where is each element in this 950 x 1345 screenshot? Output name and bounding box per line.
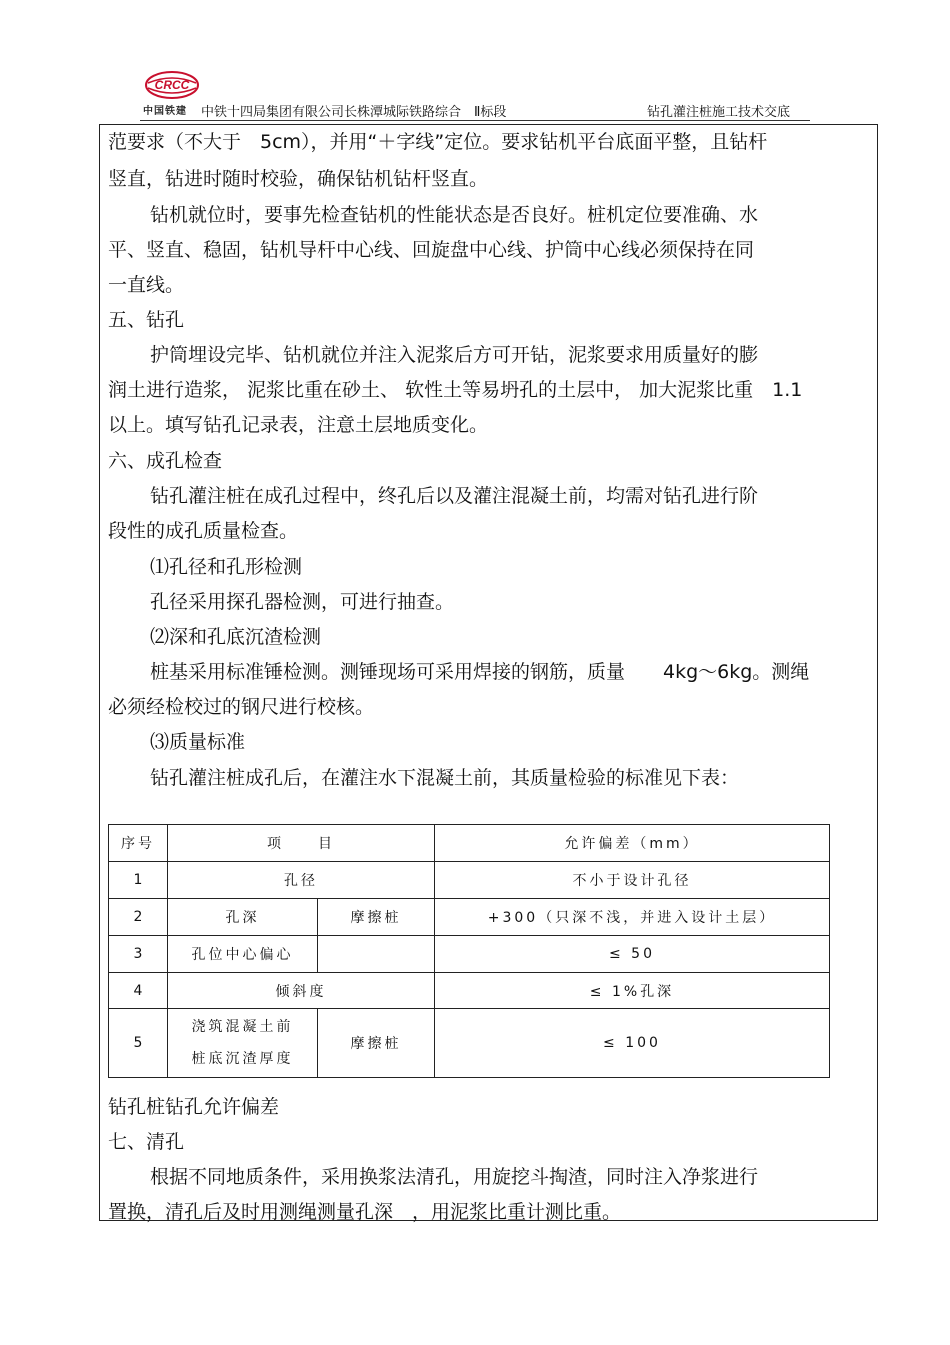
- text-line: 桩基采用标准锤检测。测锤现场可采用焊接的钢筋，质量 4kg～6kg。测绳: [150, 661, 810, 683]
- table-row: [109, 936, 830, 973]
- row-number: 3: [109, 936, 168, 973]
- table-header-row: [109, 825, 830, 862]
- text-line: 以上。填写钻孔记录表，注意土层地质变化。: [108, 414, 489, 436]
- text-line: 竖直，钻进时随时校验，确保钻机钻杆竖直。: [108, 168, 489, 190]
- header-cell: 序号: [109, 825, 168, 862]
- item-cell: 孔径: [168, 862, 435, 899]
- text-line: 钻机就位时，要事先检查钻机的性能状态是否良好。桩机定位要准确、水: [150, 204, 759, 226]
- document-title: 钻孔灌注桩施工技术交底: [647, 105, 791, 120]
- text-line: 置换，清孔后及时用测绳测量孔深 ，用泥浆比重计测比重。: [108, 1201, 622, 1223]
- subsection-heading: ⑴孔径和孔形检测: [150, 556, 303, 578]
- text-line: 根据不同地质条件，采用换浆法清孔，用旋挖斗掏渣，同时注入净浆进行: [150, 1166, 759, 1188]
- subsection-heading: ⑵深和孔底沉渣检测: [150, 626, 322, 648]
- table-row: [109, 862, 830, 899]
- text-line: 孔径采用探孔器检测，可进行抽查。: [150, 591, 455, 613]
- pile-type-cell: 摩擦桩: [318, 1009, 435, 1078]
- subsection-heading: ⑶质量标准: [150, 731, 246, 753]
- tolerance-cell: ≤ 50: [435, 936, 830, 973]
- header-cell: 允许偏差（mm）: [435, 825, 830, 862]
- table-caption: 钻孔桩钻孔允许偏差: [108, 1096, 280, 1118]
- text-line: 平、竖直、稳固，钻机导杆中心线、回旋盘中心线、护筒中心线必须保持在同: [108, 239, 755, 261]
- text-line: 范要求（不大于 5cm），并用“＋字线”定位。要求钻机平台底面平整，且钻杆: [108, 131, 768, 153]
- text-line: 一直线。: [108, 274, 185, 296]
- tolerance-cell: +300（只深不浅，并进入设计土层）: [435, 899, 830, 936]
- tolerance-cell: ≤ 1%孔深: [435, 973, 830, 1009]
- header-cell: 项 目: [168, 825, 435, 862]
- company-name: 中铁十四局集团有限公司长株潭城际铁路综合 Ⅱ标段: [201, 105, 507, 120]
- page-header: [140, 66, 810, 122]
- item-cell: 孔深: [168, 899, 318, 936]
- item-cell: 孔位中心偏心: [168, 936, 318, 973]
- header-rule: [140, 120, 810, 121]
- item-cell: 倾斜度: [168, 973, 435, 1009]
- item-line: 浇筑混凝土前: [191, 1019, 294, 1035]
- row-number: 2: [109, 899, 168, 936]
- tolerance-cell: ≤ 100: [435, 1009, 830, 1078]
- table-row: [109, 973, 830, 1009]
- logo-caption: 中国铁建: [143, 106, 187, 117]
- section-heading: 五、钻孔: [108, 309, 185, 331]
- tolerance-cell: 不小于设计孔径: [435, 862, 830, 899]
- pile-type-cell: 摩擦桩: [318, 899, 435, 936]
- tolerance-table: [108, 824, 830, 1078]
- crcc-logo: [144, 70, 200, 100]
- row-number: 4: [109, 973, 168, 1009]
- section-heading: 六、成孔检查: [108, 450, 223, 472]
- item-cell: [168, 1009, 318, 1078]
- item-line: 桩底沉渣厚度: [191, 1051, 294, 1067]
- logo-text: CRCC: [154, 78, 190, 92]
- text-line: 润土进行造浆， 泥浆比重在砂土、 软性土等易坍孔的土层中， 加大泥浆比重 1.1: [108, 379, 803, 401]
- row-number: 1: [109, 862, 168, 899]
- text-line: 钻孔灌注桩在成孔过程中，终孔后以及灌注混凝土前，均需对钻孔进行阶: [150, 485, 759, 507]
- text-line: 护筒埋设完毕、钻机就位并注入泥浆后方可开钻，泥浆要求用质量好的膨: [150, 344, 759, 366]
- text-line: 段性的成孔质量检查。: [108, 520, 299, 542]
- row-number: 5: [109, 1009, 168, 1078]
- text-line: 钻孔灌注桩成孔后，在灌注水下混凝土前，其质量检验的标准见下表：: [150, 767, 740, 789]
- section-heading: 七、清孔: [108, 1131, 185, 1153]
- table-row: [109, 899, 830, 936]
- empty-cell: [318, 936, 435, 973]
- table-row: [109, 1009, 830, 1078]
- text-line: 必须经检校过的钢尺进行校核。: [108, 696, 375, 718]
